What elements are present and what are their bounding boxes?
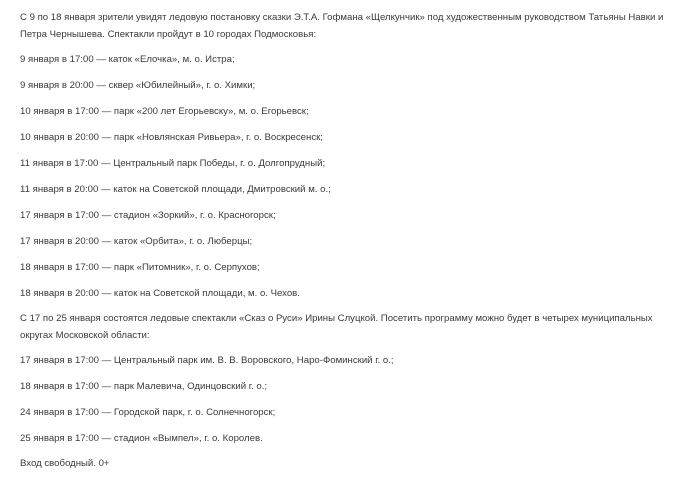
skaz-schedule-list <box>20 352 670 447</box>
schedule-item: 9 января в 20:00 — сквер «Юбилейный», г. о. Химки; <box>20 80 256 91</box>
schedule-item: 11 января в 17:00 — Центральный парк Победы, г. о. Долгопрудный; <box>20 158 326 169</box>
schedule-item: 11 января в 20:00 — каток на Советской площади, Дмитровский м. о.; <box>20 184 331 195</box>
article-body <box>20 9 670 472</box>
schedule-item: 10 января в 17:00 — парк «200 лет Егорьевску», м. о. Егорьевск; <box>20 106 309 117</box>
schedule-item: 25 января в 17:00 — стадион «Вымпел», г. о. Королев. <box>20 433 263 444</box>
schedule-item: 18 января в 20:00 — каток на Советской площади, м. о. Чехов. <box>20 288 300 299</box>
intro-paragraph-nutcracker: С 9 по 18 января зрители увидят ледовую постановку сказки Э.Т.А. Гофмана «Щелкунчик» под художественным руководством Татьяны Навки и Петра Чернышева. Спектакли пройдут в 10 городах Подмосковья: <box>20 12 664 40</box>
intro-paragraph-skaz-o-rusi: С 17 по 25 января состоятся ледовые спектакли «Сказ о Руси» Ирины Слуцкой. Посетить программу можно будет в четырех муниципальных округах Московской области: <box>20 313 653 341</box>
schedule-item: 17 января в 20:00 — каток «Орбита», г. о. Люберцы; <box>20 236 253 247</box>
schedule-item: 17 января в 17:00 — стадион «Зоркий», г. о. Красногорск; <box>20 210 276 221</box>
schedule-item: 9 января в 17:00 — каток «Елочка», м. о. Истра; <box>20 54 235 65</box>
nutcracker-schedule-list <box>20 51 670 302</box>
schedule-item: 10 января в 20:00 — парк «Новлянская Ривьера», г. о. Воскресенск; <box>20 132 323 143</box>
schedule-item: 24 января в 17:00 — Городской парк, г. о. Солнечногорск; <box>20 407 276 418</box>
schedule-item: 18 января в 17:00 — парк Малевича, Одинцовский г. о.; <box>20 381 268 392</box>
entry-info: Вход свободный. 0+ <box>20 458 110 469</box>
schedule-item: 17 января в 17:00 — Центральный парк им. В. В. Воровского, Наро-Фоминский г. о.; <box>20 355 394 366</box>
schedule-item: 18 января в 17:00 — парк «Питомник», г. о. Серпухов; <box>20 262 260 273</box>
